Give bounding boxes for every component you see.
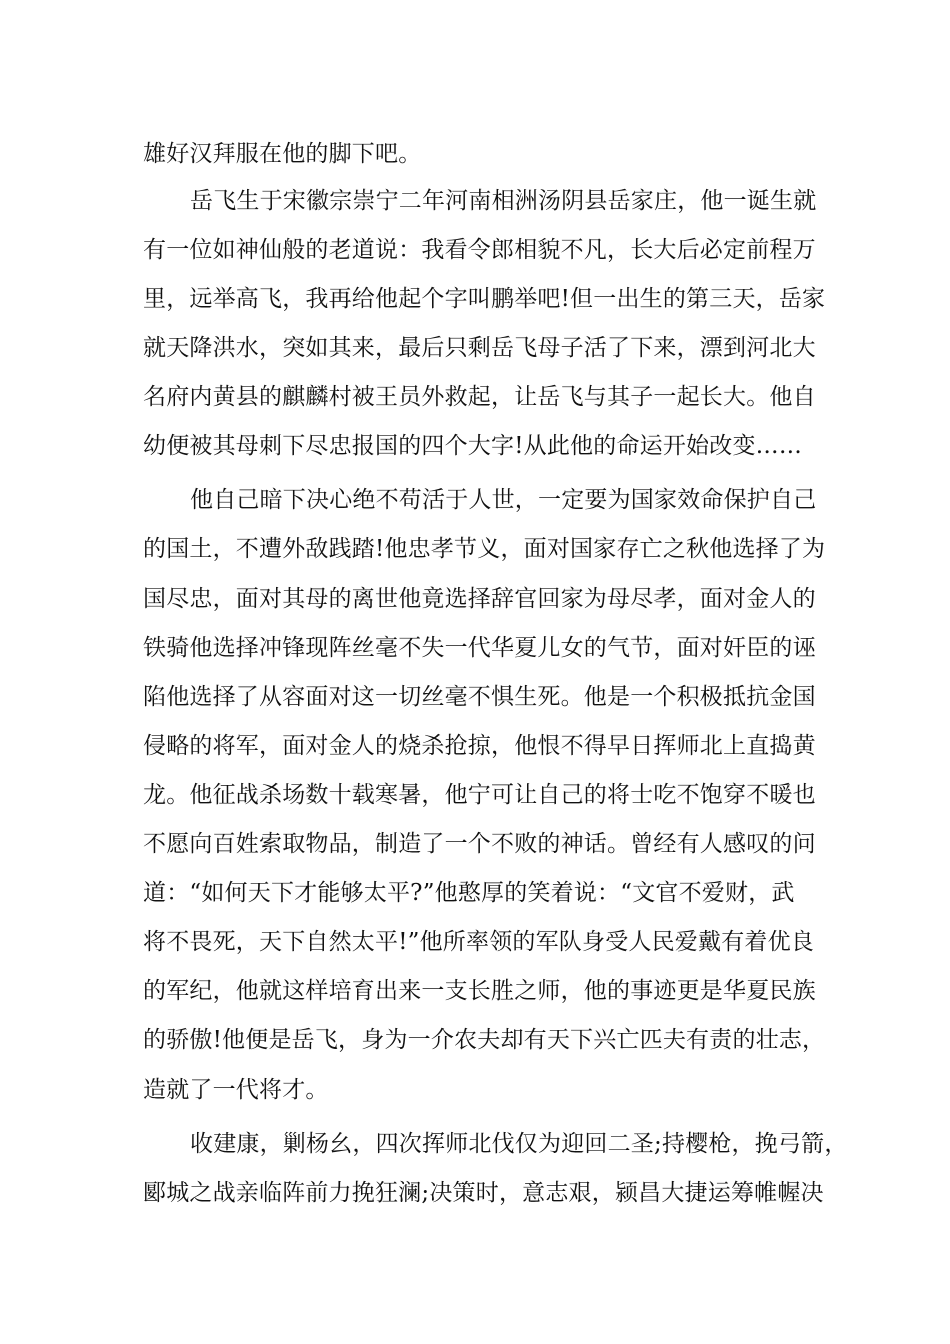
text-line: 国尽忠，面对其母的离世他竟选择辞官回家为母尽孝，面对金人的 [143,586,816,612]
text-line: 雄好汉拜服在他的脚下吧。 [143,141,422,167]
text-line: 铁骑他选择冲锋现阵丝毫不失一代华夏儿女的气节，面对奸臣的诬 [143,635,816,661]
text-line: 陷他选择了从容面对这一切丝毫不惧生死。他是一个积极抵抗金国 [143,684,816,710]
paragraph-first-line: 他自己暗下决心绝不苟活于人世，一定要为国家效命保护自己 [190,487,817,513]
text-line: 龙。他征战杀场数十载寒暑，他宁可让自己的将士吃不饱穿不暖也 [143,782,816,808]
paragraph-first-line: 收建康，剿杨幺，四次挥师北伐仅为迎回二圣;持樱枪，挽弓箭， [190,1131,848,1157]
text-line: 造就了一代将才。 [143,1077,329,1103]
text-line: 侵略的将军，面对金人的烧杀抢掠，他恨不得早日挥师北上直捣黄 [143,733,816,759]
paragraph-first-line: 岳飞生于宋徽宗崇宁二年河南相洲汤阴县岳家庄，他一诞生就 [190,188,817,214]
text-line: 的军纪，他就这样培育出来一支长胜之师，他的事迹更是华夏民族 [143,978,816,1004]
text-line: 里，远举高飞，我再给他起个字叫鹏举吧!但一出生的第三天，岳家 [143,286,826,312]
text-line: 的国土，不遭外敌践踏!他忠孝节义，面对国家存亡之秋他选择了为 [143,536,826,562]
text-line: 将不畏死，天下自然太平!”他所率领的军队身受人民爱戴有着优良 [143,929,815,955]
text-line: 的骄傲!他便是岳飞，身为一介农夫却有天下兴亡匹夫有责的壮志， [143,1027,826,1053]
text-line: 名府内黄县的麒麟村被王员外救起，让岳飞与其子一起长大。他自 [143,384,816,410]
text-line: 不愿向百姓索取物品，制造了一个不败的神话。曾经有人感叹的问 [143,831,816,857]
text-line: 郾城之战亲临阵前力挽狂澜;决策时，意志艰，颍昌大捷运筹帷幄决 [143,1180,824,1206]
text-line: 有一位如神仙般的老道说：我看令郎相貌不凡，长大后必定前程万 [143,237,816,263]
text-line: 道：“如何天下才能够太平?”他憨厚的笑着说：“文官不爱财，武 [143,880,795,906]
text-line: 幼便被其母刺下尽忠报国的四个大字!从此他的命运开始改变…… [143,433,803,459]
text-line: 就天降洪水，突如其来，最后只剩岳飞母子活了下来，漂到河北大 [143,335,816,361]
